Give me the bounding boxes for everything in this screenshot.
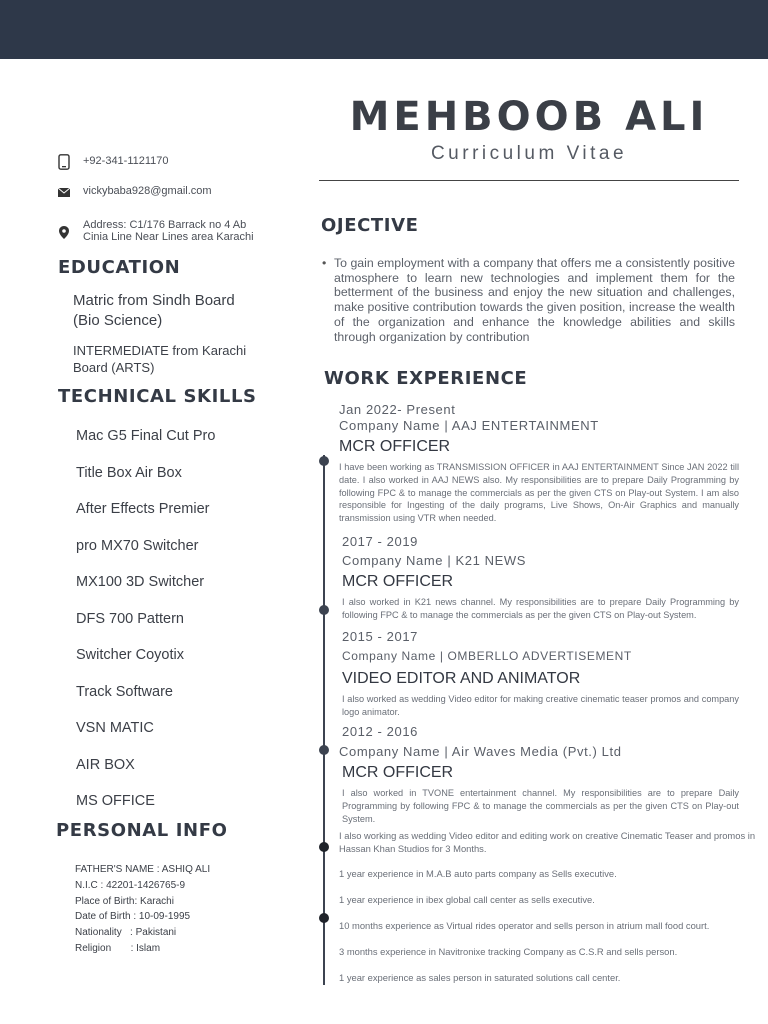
experience-note: 10 months experience as Virtual rides operator and sells person in atrium mall food court. xyxy=(339,920,710,931)
document-subtitle: Curriculum Vitae xyxy=(430,143,628,164)
work-experience-heading: WORK EXPERIENCE xyxy=(324,368,528,389)
objective-heading: OJECTIVE xyxy=(321,215,419,236)
job-entry xyxy=(342,534,739,622)
personal-info-block xyxy=(75,862,210,957)
skills-heading: TECHNICAL SKILLS xyxy=(58,386,257,407)
skills-list xyxy=(76,425,215,827)
timeline-dot xyxy=(319,456,329,466)
objective-text: • To gain employment with a company that offers me a consistently positive atmosphere to learn new technologies and implement them for the betterment of the business and enjoy the new situation and challenges, make positive contribution towards the given position, increase the wealth of the organization and enhance the knowledge abilities and skills through organization by contribution xyxy=(322,256,735,344)
job-description: I have been working as TRANSMISSION OFFICER in AAJ ENTERTAINMENT Since JAN 2022 till date. I also worked in AAJ NEWS also. My responsibilities are to prepare Daily Programming by following FPC & to manage the commercials as per the given CTS on Play-out System. I am also responsible for Ingesting of the daily programs, Live Shows, On-Air Graphics and manually transmission using VTR when needed. xyxy=(339,462,739,524)
email-address: vickybaba928@gmail.com xyxy=(83,185,212,197)
header-bar xyxy=(0,0,768,59)
timeline-dot xyxy=(319,913,329,923)
skill-item: Track Software xyxy=(76,683,173,700)
skill-item: Mac G5 Final Cut Pro xyxy=(76,428,216,444)
skill-item: After Effects Premier xyxy=(76,501,210,517)
experience-note: 1 year experience as sales person in saturated solutions call center. xyxy=(339,972,621,983)
job-role: MCR OFFICER xyxy=(342,573,454,590)
personal-info-line: N.I.C : 42201-1426765-9 xyxy=(75,879,186,891)
education-item: INTERMEDIATE from Karachi Board (ARTS) xyxy=(73,343,247,375)
job-entry xyxy=(339,724,739,825)
job-company: Company Name | K21 NEWS xyxy=(342,553,527,568)
job-date: 2012 - 2016 xyxy=(342,724,418,739)
phone-number: +92-341-1121170 xyxy=(83,155,169,167)
skill-item: DFS 700 Pattern xyxy=(76,610,184,627)
personal-info-line: Place of Birth: Karachi xyxy=(75,895,174,907)
experience-note: 1 year experience in M.A.B auto parts company as Sells executive. xyxy=(339,868,617,879)
experience-note: I also working as wedding Video editor and editing work on creative Cinematic Teaser and promos in Hassan Khan Studios for 3 Months. xyxy=(339,830,756,854)
timeline-line xyxy=(323,455,325,985)
contact-email xyxy=(57,185,212,199)
job-company: Company Name | OMBERLLO ADVERTISEMENT xyxy=(342,649,632,663)
skill-item: pro MX70 Switcher xyxy=(76,537,199,554)
job-company: Company Name | Air Waves Media (Pvt.) Ltd xyxy=(339,744,622,759)
job-role: MCR OFFICER xyxy=(342,764,454,781)
address-text: Address: C1/176 Barrack no 4 Ab Cinia Line Near Lines area Karachi xyxy=(83,219,254,243)
candidate-name: MEHBOOB ALI xyxy=(349,94,709,140)
contact-phone xyxy=(57,155,169,169)
personal-info-line: Date of Birth : 10-09-1995 xyxy=(75,911,191,923)
timeline-dot xyxy=(319,745,329,755)
envelope-icon xyxy=(57,185,71,199)
personal-info-line: Religion : Islam xyxy=(75,942,161,954)
education-item: Matric from Sindh Board (Bio Science) xyxy=(73,292,235,329)
job-entry xyxy=(339,402,739,525)
skill-item: AIR BOX xyxy=(76,756,135,773)
skill-item: VSN MATIC xyxy=(76,720,154,736)
personal-info-line: Nationality : Pakistani xyxy=(75,927,177,939)
job-date: 2015 - 2017 xyxy=(342,629,418,644)
skill-item: MS OFFICE xyxy=(76,793,155,809)
job-date: 2017 - 2019 xyxy=(342,534,418,549)
job-description: I also worked as wedding Video editor for making creative cinematic teaser promos and company logo animator. xyxy=(342,694,739,717)
skill-item: Title Box Air Box xyxy=(76,464,182,481)
experience-note: 1 year experience in ibex global call center as sells executive. xyxy=(339,894,595,905)
personal-info-line: FATHER'S NAME : ASHIQ ALI xyxy=(75,864,211,875)
skill-item: MX100 3D Switcher xyxy=(76,574,205,590)
phone-icon xyxy=(57,155,71,169)
experience-note: 3 months experience in Navitronixe tracking Company as C.S.R and sells person. xyxy=(339,946,678,957)
job-company: Company Name | AAJ ENTERTAINMENT xyxy=(339,418,599,433)
job-date: Jan 2022- Present xyxy=(339,402,456,417)
job-description: I also worked in K21 news channel. My responsibilities are to prepare Daily Programming by following FPC & to manage the commercials as per the given CTS on Play-out System. xyxy=(342,597,739,620)
job-role: MCR OFFICER xyxy=(339,438,451,455)
skill-item: Switcher Coyotix xyxy=(76,647,184,663)
job-entry xyxy=(342,629,739,719)
map-pin-icon xyxy=(57,225,71,239)
personal-info-heading: PERSONAL INFO xyxy=(56,820,228,841)
timeline-dot xyxy=(319,842,329,852)
contact-address xyxy=(57,219,268,243)
job-description: I also worked in TVONE entertainment channel. My responsibilities are to prepare Daily Programming by following FPC & to manage the commercials as per the given CTS on Play-out System. xyxy=(342,788,739,824)
education-heading: EDUCATION xyxy=(58,257,181,278)
job-role: VIDEO EDITOR AND ANIMATOR xyxy=(342,670,581,687)
timeline-dot xyxy=(319,605,329,615)
header-divider xyxy=(319,180,739,181)
